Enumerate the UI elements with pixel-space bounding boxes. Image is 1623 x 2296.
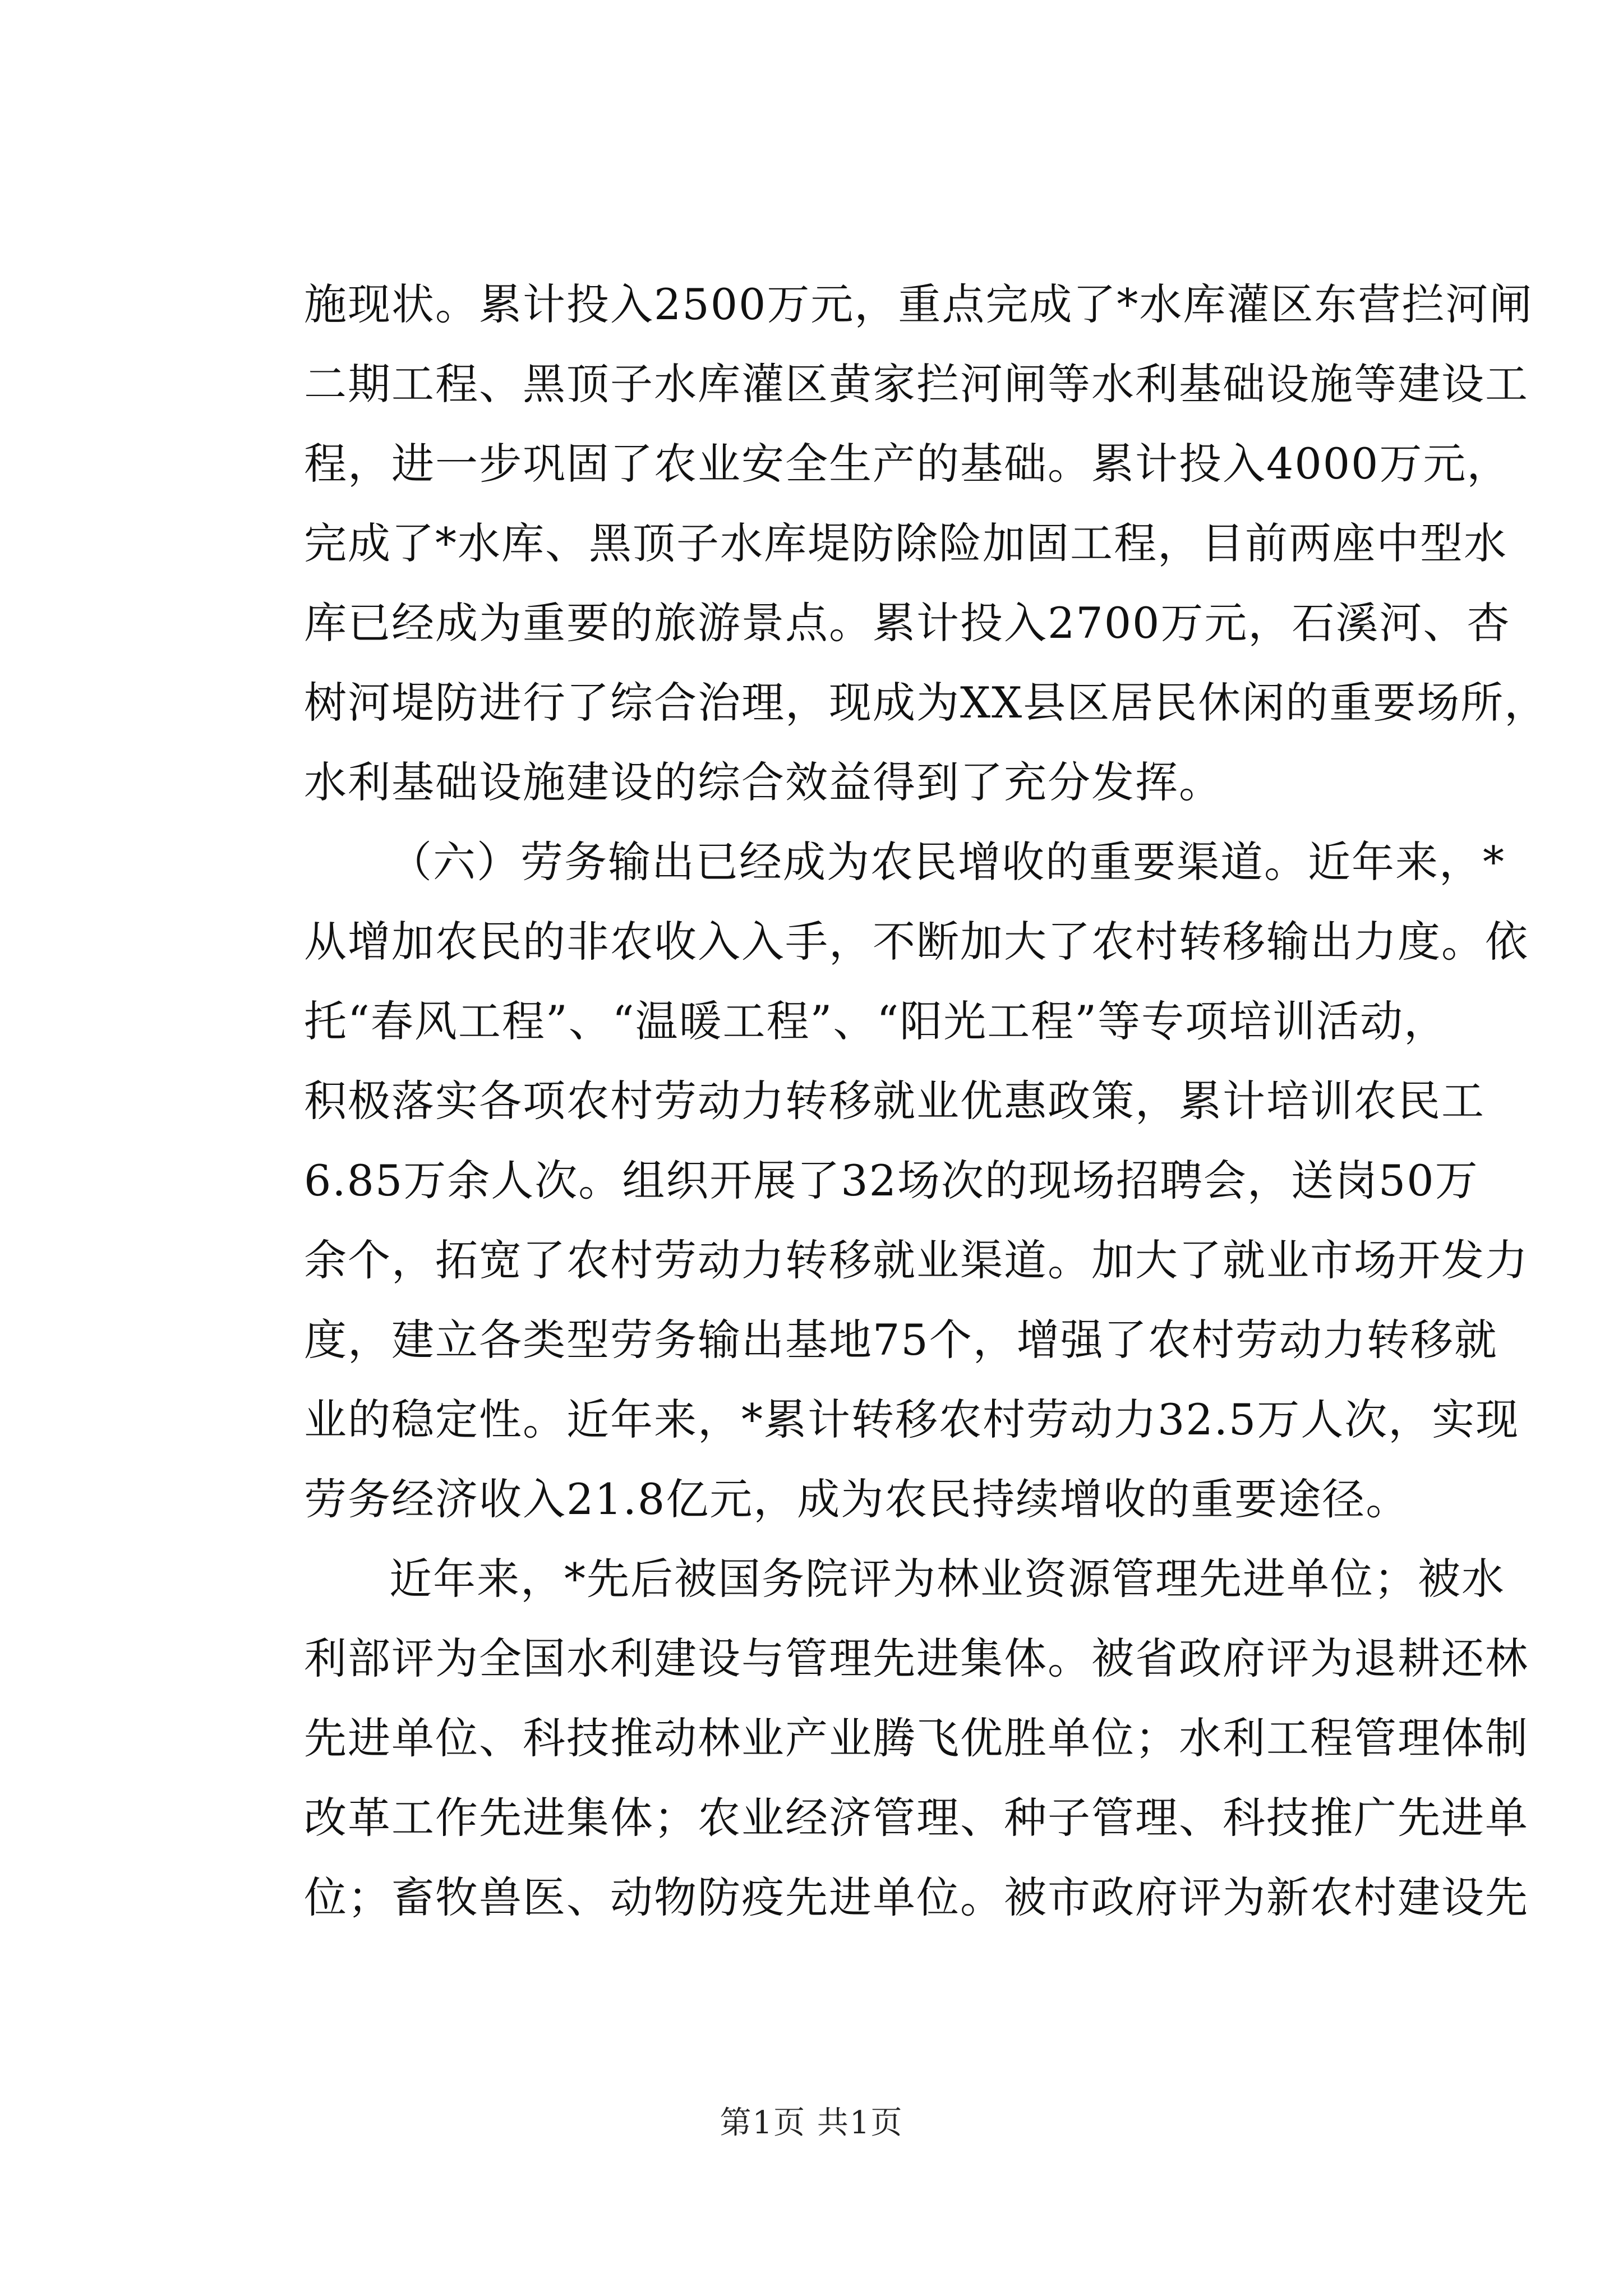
text-line: 程，进一步巩固了农业安全生产的基础。累计投入4000万元，: [304, 439, 1511, 489]
text-line: 度，建立各类型劳务输出基地75个，增强了农村劳动力转移就: [304, 1315, 1498, 1365]
text-line: 劳务经济收入21.8亿元，成为农民持续增收的重要途径。: [304, 1474, 1410, 1524]
text-line: 从增加农民的非农收入入手，不断加大了农村转移输出力度。依: [304, 917, 1529, 967]
text-line: 树河堤防进行了综合治理，现成为XX县区居民休闲的重要场所，: [304, 678, 1548, 728]
text-line: 改革工作先进集体；农业经济管理、种子管理、科技推广先进单: [304, 1793, 1529, 1843]
text-line: 积极落实各项农村劳动力转移就业优惠政策，累计培训农民工: [304, 1076, 1485, 1126]
text-line: 二期工程、黑顶子水库灌区黄家拦河闸等水利基础设施等建设工: [304, 359, 1529, 409]
text-line: 水利基础设施建设的综合效益得到了充分发挥。: [304, 757, 1223, 807]
page-footer: [0, 2104, 1623, 2143]
text-line: 施现状。累计投入2500万元，重点完成了*水库灌区东营拦河闸: [304, 279, 1533, 329]
text-line: 库已经成为重要的旅游景点。累计投入2700万元，石溪河、杏: [304, 598, 1511, 648]
text-line: 位；畜牧兽医、动物防疫先进单位。被市政府评为新农村建设先: [304, 1872, 1529, 1922]
text-line: 余个，拓宽了农村劳动力转移就业渠道。加大了就业市场开发力: [304, 1235, 1529, 1285]
text-line: 业的稳定性。近年来，*累计转移农村劳动力32.5万人次，实现: [304, 1395, 1520, 1444]
paragraph-start-line: 近年来，*先后被国务院评为林业资源管理先进单位；被水: [389, 1554, 1505, 1604]
text-line: 先进单位、科技推动林业产业腾飞优胜单位；水利工程管理体制: [304, 1713, 1529, 1763]
body-text: [304, 265, 1548, 1938]
paragraph-start-line: （六）劳务输出已经成为农民增收的重要渠道。近年来，*: [389, 837, 1505, 887]
page-number-label: 第1页 共1页: [720, 2105, 903, 2141]
text-line: 6.85万余人次。组织开展了32场次的现场招聘会，送岗50万: [304, 1156, 1479, 1205]
text-line: 完成了*水库、黑顶子水库堤防除险加固工程，目前两座中型水: [304, 518, 1507, 568]
text-line: 利部评为全国水利建设与管理先进集体。被省政府评为退耕还林: [304, 1634, 1529, 1683]
text-line: 托“春风工程”、“温暖工程”、“阳光工程”等专项培训活动，: [304, 996, 1448, 1046]
